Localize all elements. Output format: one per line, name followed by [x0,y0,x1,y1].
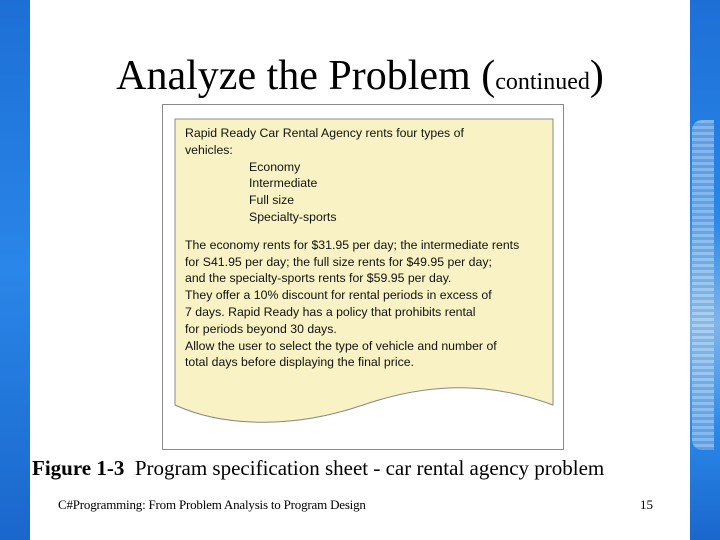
intro-line: vehicles: [185,142,233,157]
intro-line: Rapid Ready Car Rental Agency rents four types of [185,126,464,140]
body-line: and the specialty-sports rents for $59.95 per day. [185,271,452,286]
vehicle-type: Economy [249,159,301,174]
spec-sheet-text [185,125,555,371]
caption-text: Program specification sheet - car rental agency problem [134,456,605,480]
body-line: The economy rents for $31.95 per day; the intermediate rents [185,237,520,252]
title-main: Analyze the Problem ( [116,53,496,99]
slide-title [0,52,720,100]
title-continued: continued [495,69,590,95]
body-line: 7 days. Rapid Ready has a policy that prohibits rental [185,304,476,319]
footer-course-title: C#Programming: From Problem Analysis to Program Design [58,497,366,512]
caption-label: Figure 1-3 [32,456,125,480]
vehicle-type: Specialty-sports [249,209,337,224]
tower-image [692,120,714,450]
figure-caption [32,456,692,481]
body-line: for periods beyond 30 days. [185,321,337,336]
title-close: ) [589,53,604,99]
figure-frame [162,104,564,450]
vehicle-type: Full size [249,193,295,208]
body-line: They offer a 10% discount for rental periods in excess of [185,288,492,303]
body-line: Allow the user to select the type of vehicle and number of [185,338,497,353]
body-line: for S41.95 per day; the full size rents for $49.95 per day; [185,254,492,269]
body-line: total days before displaying the final price. [185,355,414,370]
vehicle-type: Intermediate [249,176,318,191]
page-number: 15 [640,497,653,512]
